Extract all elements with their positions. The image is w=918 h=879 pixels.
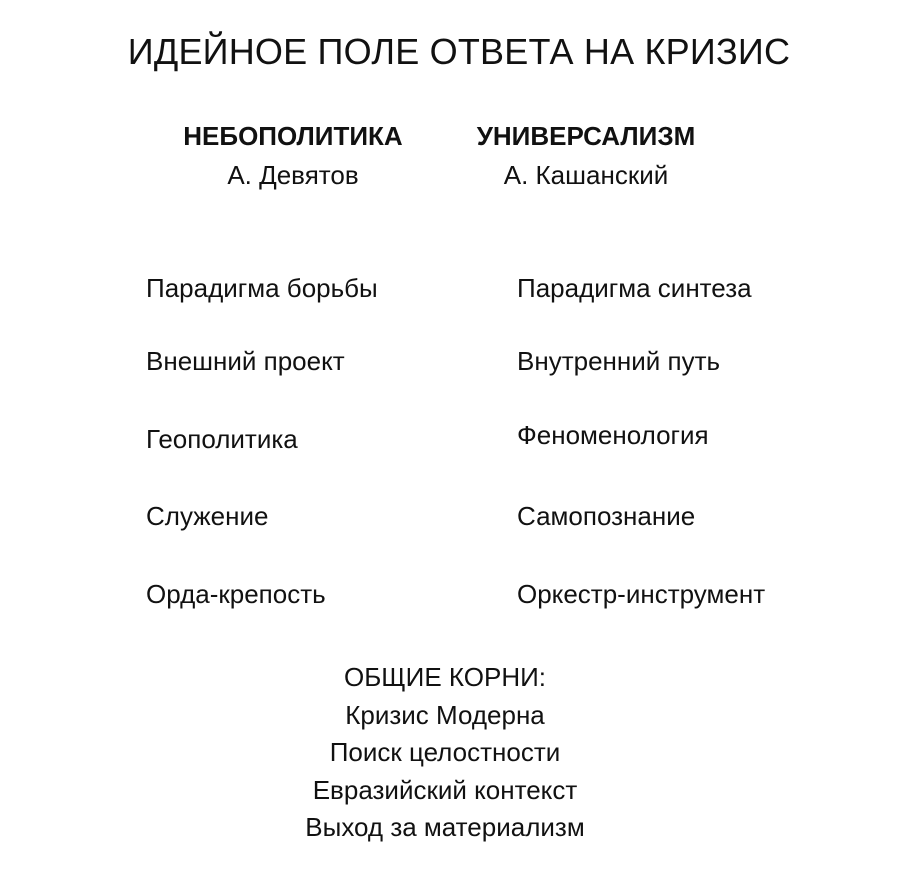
page-title: ИДЕЙНОЕ ПОЛЕ ОТВЕТА НА КРИЗИС (127, 31, 791, 72)
common-root-item: Евразийский контекст (312, 775, 578, 805)
right-column-author: А. Кашанский (503, 160, 669, 190)
right-item: Парадигма синтеза (517, 273, 752, 303)
right-item: Оркестр-инструмент (517, 579, 766, 609)
common-root-item: Кризис Модерна (345, 700, 545, 730)
left-item: Внешний проект (146, 346, 345, 376)
left-column-heading: НЕБОПОЛИТИКА (183, 121, 403, 151)
common-root-item: Выход за материализм (305, 812, 585, 842)
common-roots-heading: ОБЩИЕ КОРНИ: (343, 662, 547, 692)
right-item: Феноменология (517, 420, 709, 450)
right-item: Внутренний путь (517, 346, 721, 376)
right-column-heading: УНИВЕРСАЛИЗМ (476, 121, 696, 151)
left-item: Служение (146, 501, 269, 531)
common-root-item: Поиск целостности (329, 737, 561, 767)
left-item: Орда-крепость (146, 579, 326, 609)
left-item: Парадигма борьбы (146, 273, 378, 303)
left-item: Геополитика (146, 424, 298, 454)
left-column-author: А. Девятов (227, 160, 359, 190)
right-item: Самопознание (517, 501, 696, 531)
